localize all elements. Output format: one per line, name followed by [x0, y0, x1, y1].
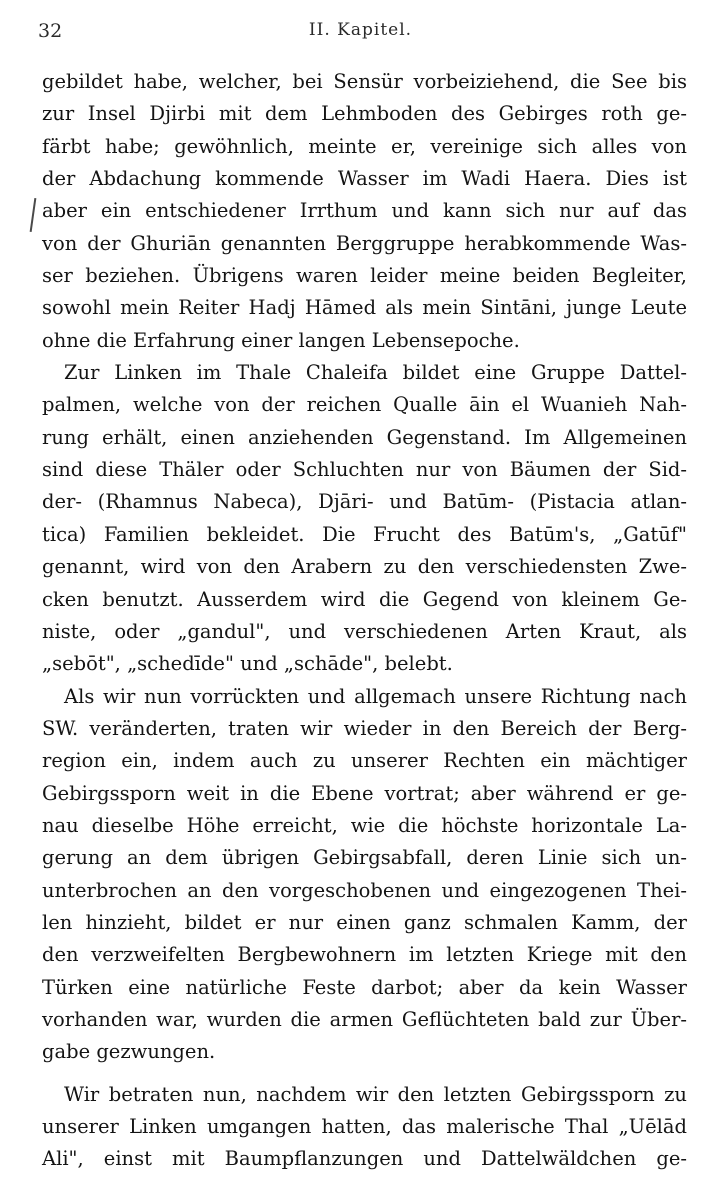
- text-line: palmen, welche von der reichen Qualle āin el Wuanieh Nah-: [42, 393, 687, 417]
- running-head: II. Kapitel.: [308, 20, 413, 40]
- text-line: region ein, indem auch zu unserer Rechten ein mächtiger: [42, 749, 687, 773]
- text-line: vorhanden war, wurden die armen Geflüchteten bald zur Über-: [42, 1007, 687, 1031]
- text-line: niste, oder „gandul", und verschiedenen Arten Kraut, als: [42, 619, 687, 643]
- text-line: genannt, wird von den Arabern zu den verschiedensten Zwe-: [42, 555, 687, 579]
- text-line: SW. veränderten, traten wir wieder in den Bereich der Berg-: [42, 716, 687, 740]
- text-line: rung erhält, einen anziehenden Gegenstand. Im Allgemeinen: [42, 425, 687, 449]
- text-line: len hinzieht, bildet er nur einen ganz schmalen Kamm, der: [42, 910, 687, 934]
- text-line: färbt habe; gewöhnlich, meinte er, vereinige sich alles von: [42, 134, 687, 158]
- text-line: unterbrochen an den vorgeschobenen und eingezogenen Thei-: [42, 878, 687, 902]
- text-line: Gebirgssporn weit in die Ebene vortrat; aber während er ge-: [42, 781, 687, 805]
- paragraph: [42, 681, 687, 1069]
- paragraph: [42, 357, 687, 680]
- text-line: gabe gezwungen.: [42, 1040, 216, 1064]
- text-line: cken benutzt. Ausserdem wird die Gegend von kleinem Ge-: [42, 587, 687, 611]
- paragraph-gap: [42, 1069, 687, 1079]
- text-line: sowohl mein Reiter Hadj Hāmed als mein Sintāni, junge Leute: [42, 296, 687, 320]
- text-line: nau dieselbe Höhe erreicht, wie die höchste horizontale La-: [42, 813, 687, 837]
- text-line: Wir betraten nun, nachdem wir den letzten Gebirgssporn zu: [64, 1082, 687, 1106]
- text-line: zur Insel Djirbi mit dem Lehmboden des Gebirges roth ge-: [42, 102, 687, 126]
- text-line: gebildet habe, welcher, bei Sensür vorbeiziehend, die See bis: [42, 70, 687, 93]
- body-text: [42, 66, 687, 1176]
- text-line: den verzweifelten Bergbewohnern im letzten Kriege mit den: [42, 943, 687, 967]
- text-line: der Abdachung kommende Wasser im Wadi Haera. Dies ist: [42, 167, 687, 191]
- paragraph: [42, 1079, 687, 1176]
- page-number: 32: [38, 20, 63, 42]
- text-line: Ali", einst mit Baumpflanzungen und Dattelwäldchen ge-: [42, 1147, 687, 1171]
- text-line: „sebōt", „schedīde" und „schāde", belebt.: [42, 652, 453, 676]
- text-line: gerung an dem übrigen Gebirgsabfall, deren Linie sich un-: [42, 846, 687, 870]
- paragraph: [42, 66, 687, 357]
- text-line: der- (Rhamnus Nabeca), Djāri- und Batūm- (Pistacia atlan-: [42, 490, 687, 514]
- text-line: aber ein entschiedener Irrthum und kann sich nur auf das: [42, 199, 687, 223]
- text-line: unserer Linken umgangen hatten, das malerische Thal „Uēlād: [42, 1115, 687, 1138]
- text-line: Als wir nun vorrückten und allgemach unsere Richtung nach: [64, 684, 687, 708]
- text-line: von der Ghuriān genannten Berggruppe herabkommende Was-: [42, 231, 687, 255]
- margin-pencil-mark: [30, 198, 37, 232]
- text-line: Zur Linken im Thale Chaleifa bildet eine Gruppe Dattel-: [64, 361, 687, 385]
- page-header: [38, 20, 683, 50]
- text-line: ohne die Erfahrung einer langen Lebensepoche.: [42, 328, 520, 352]
- text-line: Türken eine natürliche Feste darbot; aber da kein Wasser: [42, 975, 687, 999]
- text-line: ser beziehen. Übrigens waren leider meine beiden Begleiter,: [42, 264, 687, 288]
- text-line: tica) Familien bekleidet. Die Frucht des Batūm's, „Gatūf": [42, 522, 687, 546]
- text-line: sind diese Thäler oder Schluchten nur von Bäumen der Sid-: [42, 458, 687, 482]
